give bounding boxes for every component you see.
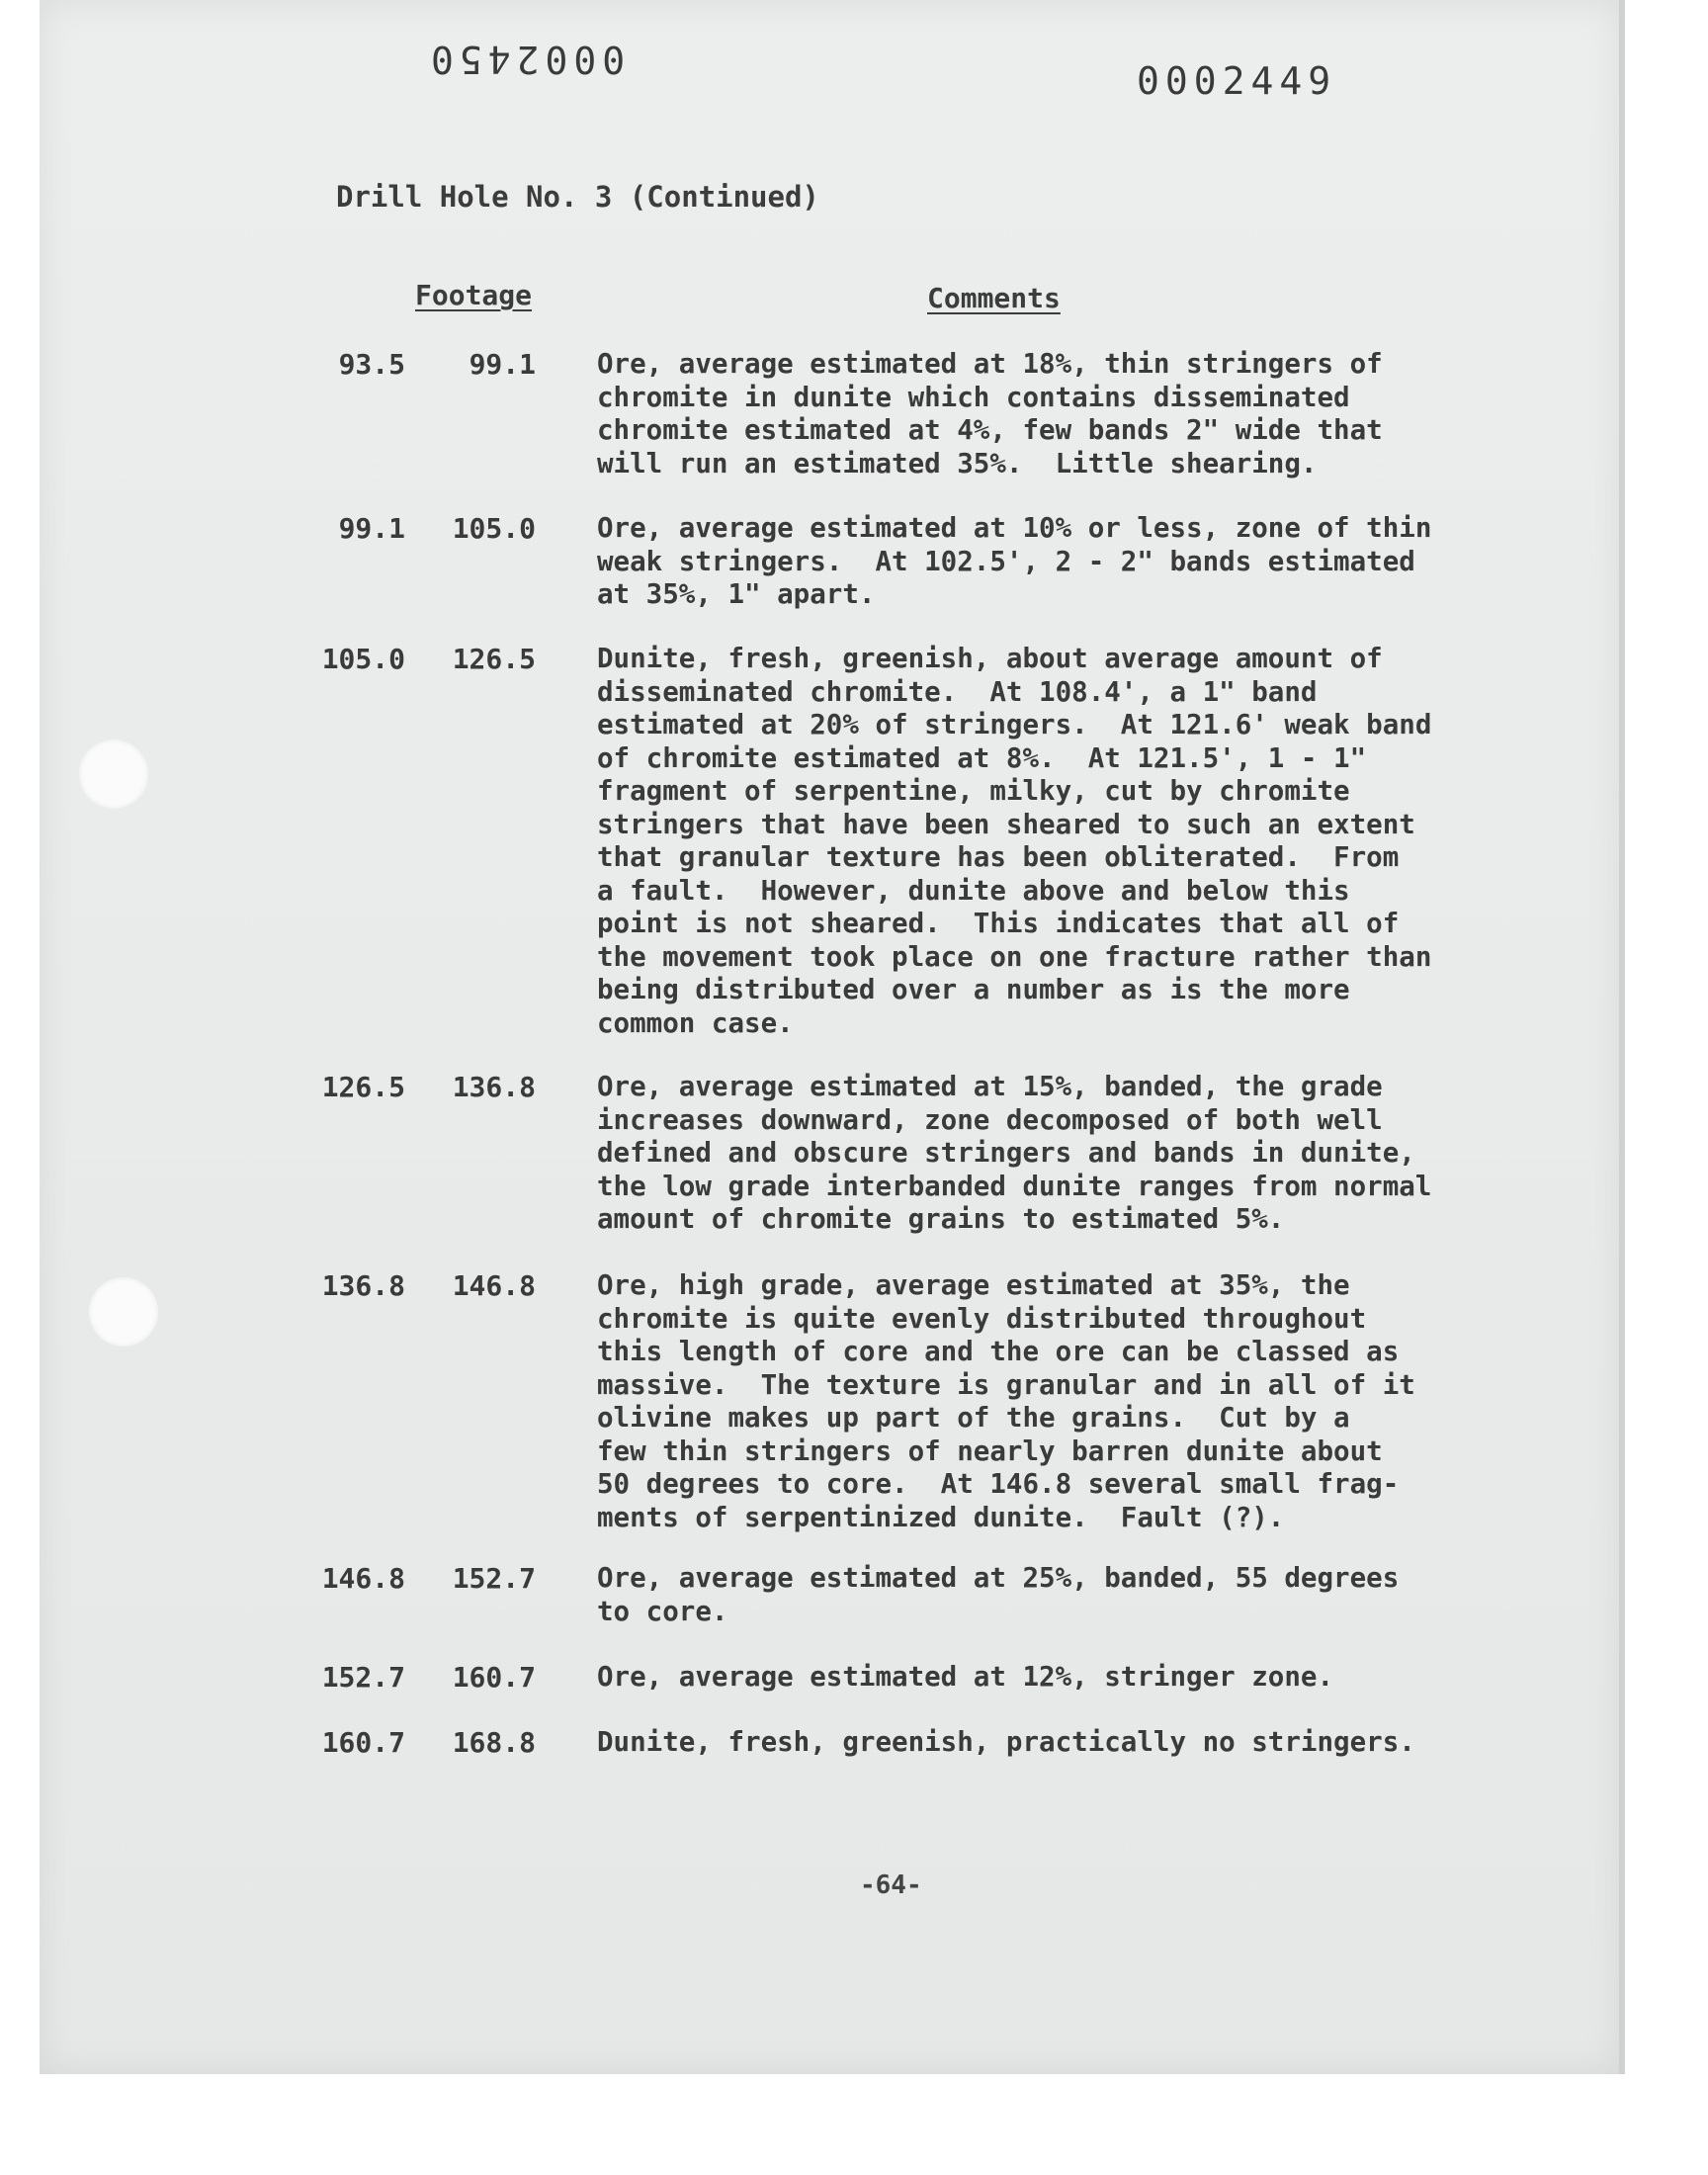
footage-to: 126.5 <box>452 643 536 675</box>
page-number: -64- <box>860 1870 922 1900</box>
footage-from: 136.8 <box>321 1269 405 1302</box>
comment-text: Ore, high grade, average estimated at 35%, the chromite is quite evenly distributed throughout this length of core and the ore can be classed as massive. The texture is granular and in all of it olivine makes up part of the grains. Cut by a few thin stringers of nearly barren dunite about 50 degrees to core. At 146.8 several small frag- ments of serpentinized dunite. Fault (?). <box>597 1269 1415 1533</box>
footage-from: 152.7 <box>321 1661 405 1694</box>
footage-to: 136.8 <box>452 1071 536 1103</box>
punch-hole <box>79 740 148 809</box>
comment-text: Ore, average estimated at 15%, banded, the grade increases downward, zone decomposed of both well defined and obscure stringers and bands in dunite, the low grade interbanded dunite ranges from normal amount of chromite grains to estimated 5%. <box>597 1071 1432 1235</box>
comment-text: Ore, average estimated at 18%, thin stringers of chromite in dunite which contains disseminated chromite estimated at 4%, few bands 2" wide that will run an estimated 35%. Little shearing. <box>597 348 1383 479</box>
footage-from: 160.7 <box>321 1726 405 1759</box>
footage-to: 105.0 <box>452 512 536 545</box>
comment-text: Ore, average estimated at 10% or less, zone of thin weak stringers. At 102.5', 2 - 2" bands estimated at 35%, 1" apart. <box>597 512 1432 610</box>
footage-from: 146.8 <box>321 1562 405 1595</box>
punch-hole <box>89 1277 158 1347</box>
page-edge <box>1619 0 1625 2074</box>
footage-to: 160.7 <box>452 1661 536 1694</box>
footage-from: 93.5 <box>338 348 405 381</box>
footage-from: 105.0 <box>321 643 405 675</box>
comments-header: Comments <box>927 282 1061 314</box>
footage-to: 152.7 <box>452 1562 536 1595</box>
footage-to: 168.8 <box>452 1726 536 1759</box>
comment-text: Ore, average estimated at 12%, stringer zone. <box>597 1661 1334 1693</box>
page-stamp-number: 0002449 <box>1137 59 1337 103</box>
footage-header: Footage <box>415 279 533 311</box>
footage-to: 146.8 <box>452 1269 536 1302</box>
inverted-stamp-number: 0002450 <box>425 38 626 81</box>
comment-text: Ore, average estimated at 25%, banded, 55 degrees to core. <box>597 1562 1400 1627</box>
comment-text: Dunite, fresh, greenish, practically no stringers. <box>597 1726 1415 1758</box>
comment-text: Dunite, fresh, greenish, about average amount of disseminated chromite. At 108.4', a 1" band estimated at 20% of stringers. At 121.6' weak band of chromite estimated at 8%. At 121.5', 1 - 1" fragment of serpentine, milky, cut by chromite stringers that have been sheared to such an extent that granular texture has been obliterated. From a fault. However, dunite above and below this point is not sheared. This indicates that all of the movement took place on one fracture rather than being distributed over a number as is the more common case. <box>597 643 1432 1039</box>
footage-to: 99.1 <box>469 348 536 381</box>
page-title: Drill Hole No. 3 (Continued) <box>336 180 819 214</box>
footage-from: 99.1 <box>338 512 405 545</box>
footage-from: 126.5 <box>321 1071 405 1103</box>
